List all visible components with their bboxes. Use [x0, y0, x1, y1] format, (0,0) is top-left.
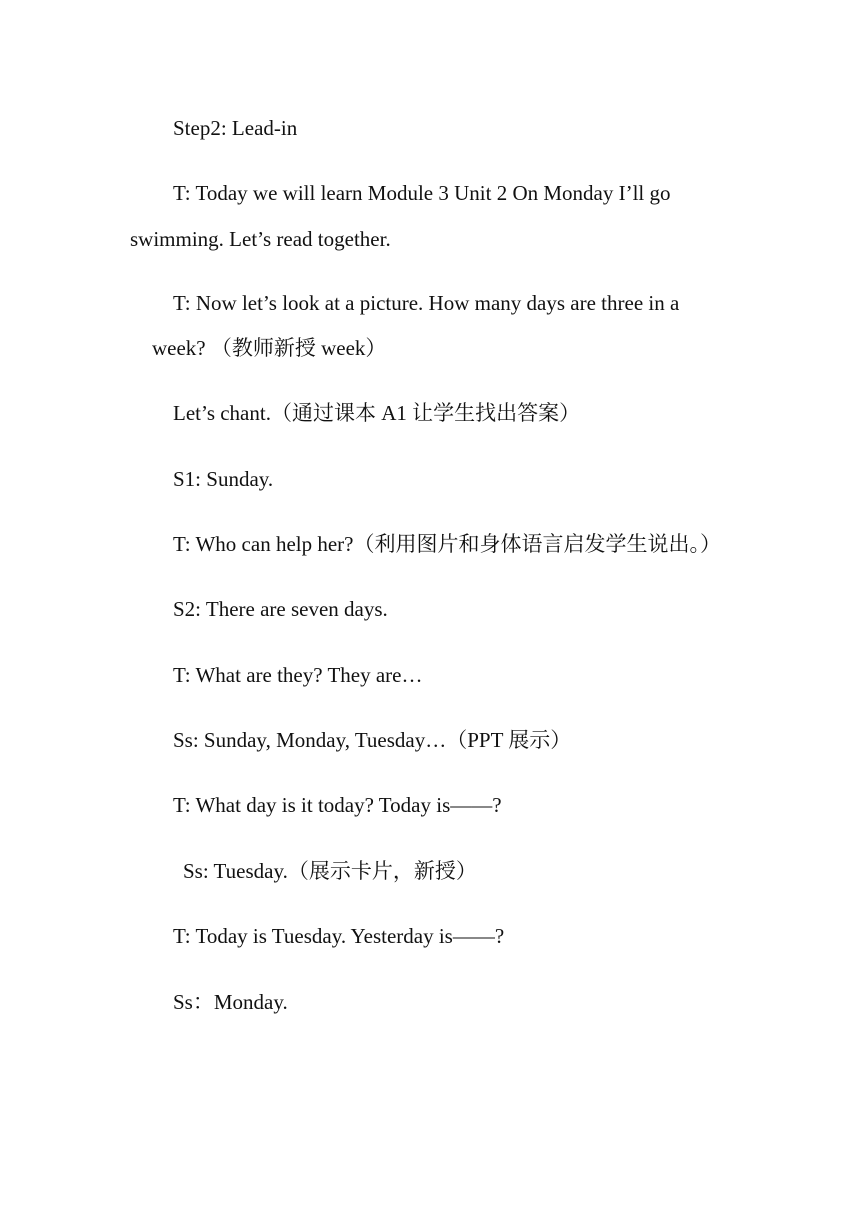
paragraph-line: T: What are they? They are…: [173, 663, 423, 687]
paragraph-line: Ss: Sunday, Monday, Tuesday…（PPT 展示）: [173, 728, 572, 752]
paragraph-line: T: Who can help her?（利用图片和身体语言启发学生说出。）: [173, 532, 721, 556]
paragraph-line: T: Today we will learn Module 3 Unit 2 On Monday I’ll go: [173, 181, 671, 205]
paragraph-line: Ss：Monday.: [173, 990, 288, 1014]
paragraph-line: Let’s chant.（通过课本 A1 让学生找出答案）: [173, 401, 581, 425]
paragraph-line: week? （教师新授 week）: [152, 336, 387, 360]
paragraph-line: T: Today is Tuesday. Yesterday is——?: [173, 924, 505, 948]
paragraph-line: S1: Sunday.: [173, 467, 274, 491]
paragraph-line: T: Now let’s look at a picture. How many days are three in a: [173, 291, 680, 315]
step-heading: Step2: Lead-in: [173, 116, 298, 140]
paragraph-line: Ss: Tuesday.（展示卡片，新授）: [183, 859, 477, 883]
paragraph-line: S2: There are seven days.: [173, 597, 388, 621]
paragraph-line: swimming. Let’s read together.: [130, 227, 391, 251]
paragraph-line: T: What day is it today? Today is——?: [173, 793, 502, 817]
